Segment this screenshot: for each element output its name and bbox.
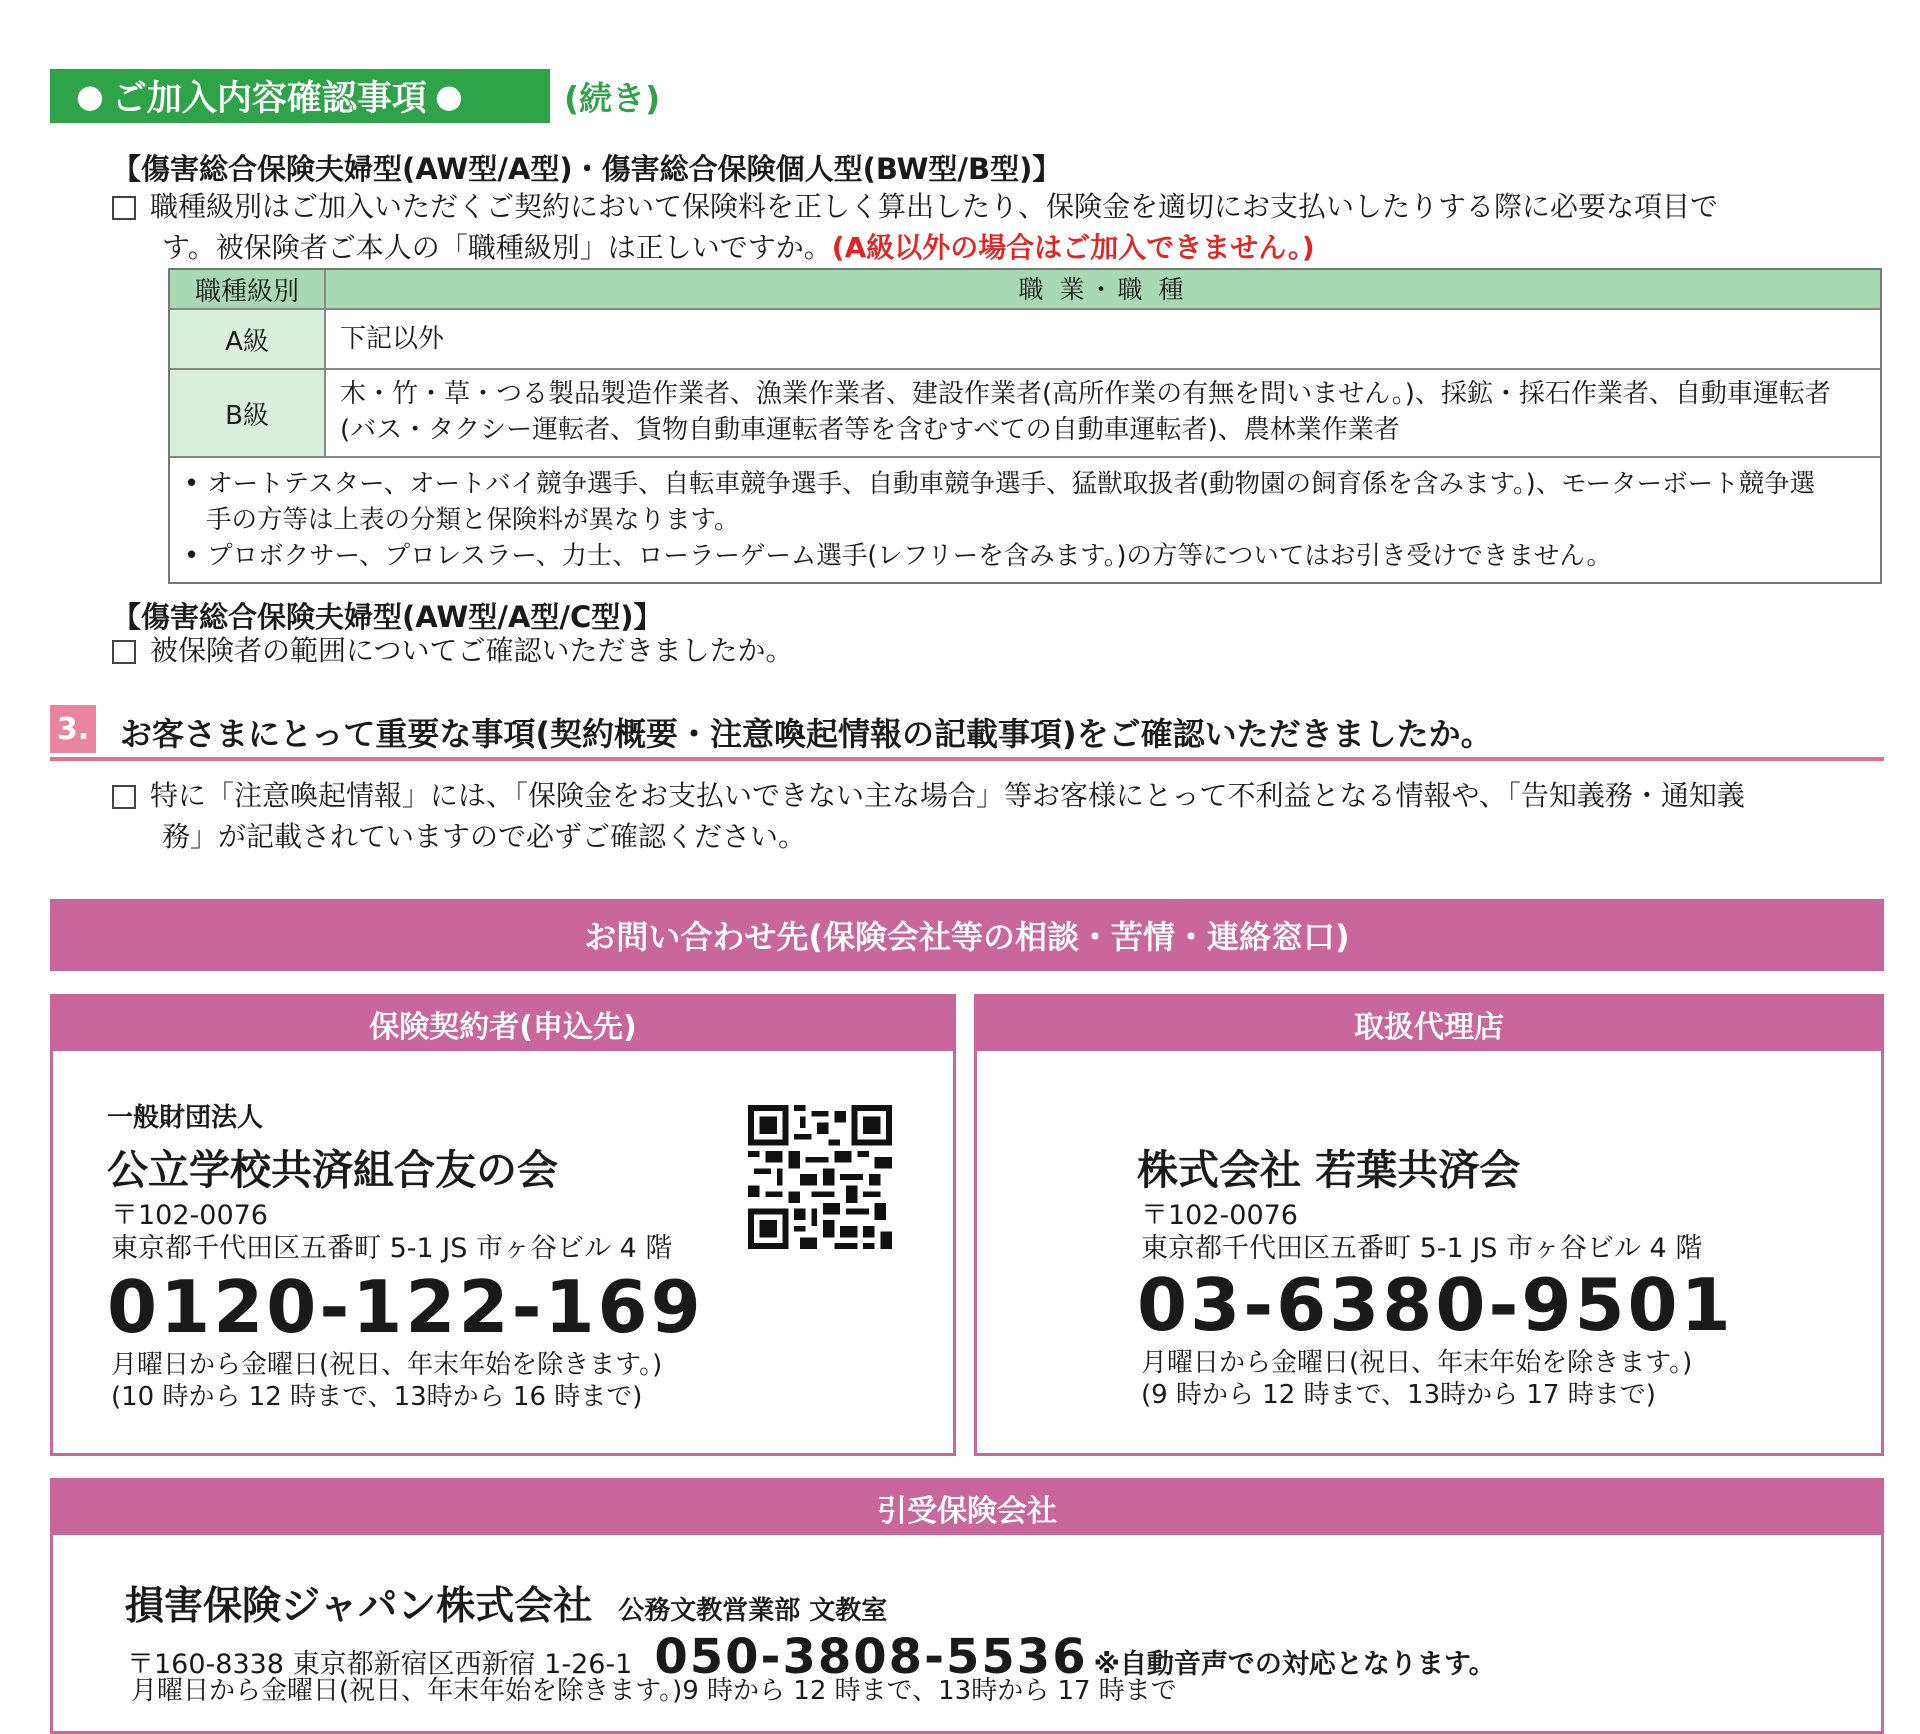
org-name: 損害保険ジャパン株式会社 [125,1584,593,1629]
question-text: 務」が記載されていますので必ずご確認ください。 [162,820,807,853]
table-header-row [170,270,1880,310]
note-line: • オートテスター、オートバイ競争選手、自転車競争選手、自動車競争選手、猛獣取扱者(動物園の飼育係を含みます。)、モーターボート競争選 [184,469,1816,499]
address: 東京都千代田区五番町 5-1 JS 市ヶ谷ビル 4 階 [1141,1233,1703,1264]
table-header-cell: 職 業・職 種 [326,270,1880,308]
hours-line: (10 時から 12 時まで、13時から 16 時まで) [111,1382,643,1412]
question-text: 職種級別はご加入いただくご契約において保険料を正しく算出したり、保険金を適切にお支払いしたりする際に必要な項目で [150,190,1719,223]
class-cell: B級 [170,370,326,456]
insurer-name-row [125,1575,887,1631]
question-text: す。被保険者ご本人の「職種級別」は正しいですか。 [162,231,832,264]
section-continued: (続き) [564,78,661,118]
item3-title: お客さまにとって重要な事項(契約概要・注意喚起情報の記載事項)をご確認いただきましたか。 [120,715,1493,753]
occupation-cell [326,370,1880,456]
occupation-class-question [112,186,1892,268]
occupation-line: 木・竹・草・つる製品製造作業者、漁業作業者、建設作業者(高所作業の有無を問いません。)、採鉱・採石作業者、自動車運転者 [340,379,1831,409]
org-prefix: 一般財団法人 [107,1103,264,1133]
note-line: • プロボクサー、プロレスラー、力士、ローラーゲーム選手(レフリーを含みます。)の方等についてはお引き受けできません。 [184,541,1612,571]
hours-line: 月曜日から金曜日(祝日、年末年始を除きます。)9 時から 12 時まで、13時から 17 時まで [131,1676,1177,1706]
postal-code: 〒102-0076 [111,1200,268,1231]
occupation-line: (バス・タクシー運転者、貨物自動車運転者等を含むすべての自動車運転者)、農林業作業者 [340,415,1400,445]
circle-bullet-icon: ● [434,77,463,115]
item3-heading [50,705,1884,761]
address: 〒160-8338 東京都新宿区西新宿 1-26-1 [127,1649,633,1680]
address: 東京都千代田区五番町 5-1 JS 市ヶ谷ビル 4 階 [111,1233,673,1264]
table-notes [170,458,1880,582]
occupation-cell: 下記以外 [340,324,445,354]
group1-heading: 【傷害総合保険夫婦型(AW型/A型)・傷害総合保険個人型(BW型/B型)】 [112,152,1062,186]
insured-scope-question [112,630,793,671]
checkbox-icon[interactable] [112,196,136,220]
section-title: ご加入内容確認事項 [111,79,427,119]
box-header: 引受保険会社 [53,1481,1881,1535]
note-line: 手の方等は上表の分類と保険料が異なります。 [206,505,740,535]
section-title-box [50,69,550,123]
org-name: 株式会社 若葉共済会 [1137,1146,1521,1194]
insurer-box [50,1478,1884,1734]
section-header [50,70,660,122]
checkbox-icon[interactable] [112,640,136,664]
phone-number[interactable]: 050-3808-5536 [654,1629,1088,1685]
important-matters-question [112,775,1892,857]
checkbox-icon[interactable] [112,785,136,809]
phone-number[interactable]: 03-6380-9501 [1137,1263,1734,1347]
table-row [170,370,1880,458]
circle-bullet-icon: ● [76,77,104,115]
contact-banner: お問い合わせ先(保険会社等の相談・苦情・連絡窓口) [50,899,1884,971]
item-number-badge: 3. [50,705,96,753]
occupation-table [168,268,1882,584]
hours-line: 月曜日から金曜日(祝日、年末年始を除きます。) [1141,1348,1693,1378]
phone-number[interactable]: 0120-122-169 [107,1265,704,1349]
org-name: 公立学校共済組合友の会 [107,1146,558,1194]
policyholder-box [50,994,956,1456]
question-text: 特に「注意喚起情報」には、「保険金をお支払いできない主な場合」等お客様にとって不利益となる情報や、「告知義務・通知義 [150,779,1745,812]
qr-code-icon[interactable] [748,1105,892,1249]
question-text: 被保険者の範囲についてご確認いただきましたか。 [150,634,794,667]
warning-text: (A級以外の場合はご加入できません。) [831,231,1315,264]
group2-heading: 【傷害総合保険夫婦型(AW型/A型/C型)】 [112,600,663,634]
box-header: 保険契約者(申込先) [53,997,953,1051]
box-header: 取扱代理店 [977,997,1881,1051]
hours-line: (9 時から 12 時まで、13時から 17 時まで) [1141,1380,1656,1410]
agent-box [974,994,1884,1456]
hours-line: 月曜日から金曜日(祝日、年末年始を除きます。) [111,1350,663,1380]
table-header-cell: 職種級別 [170,270,326,308]
department: 公務文教営業部 文教室 [618,1596,888,1626]
table-row [170,310,1880,370]
postal-code: 〒102-0076 [1141,1200,1298,1231]
phone-note: ※自動音声での対応となります。 [1093,1649,1496,1680]
class-cell: A級 [170,310,326,368]
